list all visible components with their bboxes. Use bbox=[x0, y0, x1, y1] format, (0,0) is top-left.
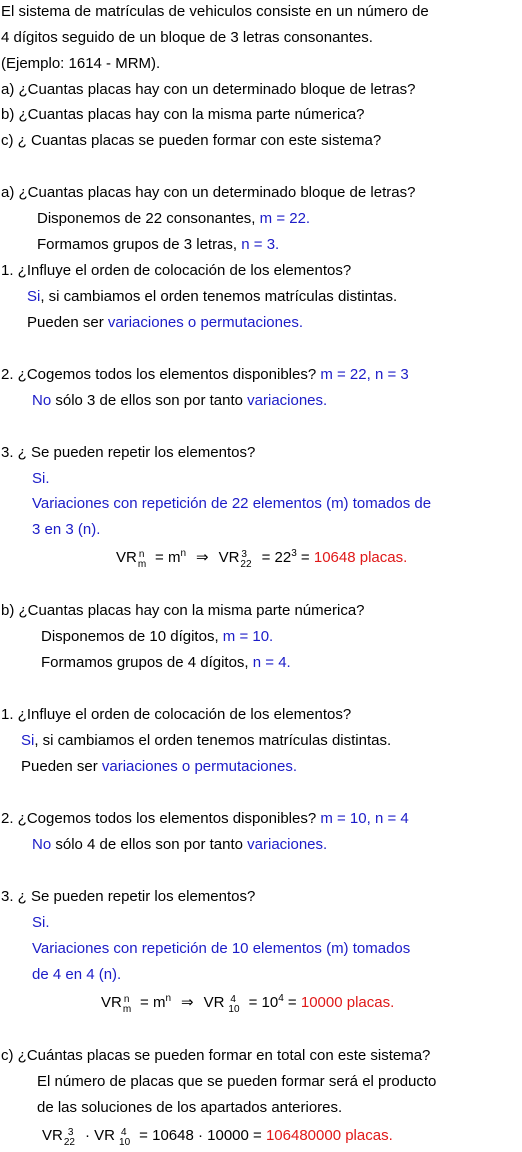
intro-line-1: El sistema de matrículas de vehiculos consiste en un número de bbox=[1, 3, 429, 20]
part-b-m-value: m = 10. bbox=[222, 628, 274, 645]
formula-m-subscript: m bbox=[137, 559, 147, 570]
part-b-a1 bbox=[21, 732, 391, 750]
part-a-a3-line-1: Variaciones con repetición de 22 elementos (m) tomados de bbox=[32, 495, 432, 512]
part-a-a1-si: Si bbox=[27, 288, 41, 305]
part-b-a2-no: No bbox=[32, 836, 52, 853]
formula-m-subscript: m bbox=[122, 1004, 132, 1015]
formula-equals-10: = 10 bbox=[244, 994, 279, 1011]
part-b-a2 bbox=[32, 836, 327, 854]
formula-vr-scripts bbox=[137, 549, 151, 570]
formula-vr-symbol: VR bbox=[101, 994, 122, 1011]
question-a: a) ¿Cuantas placas hay con un determinado bloque de letras? bbox=[1, 81, 416, 98]
part-a-formamos-text: Formamos grupos de 3 letras, bbox=[37, 236, 242, 253]
part-b-a1b bbox=[21, 758, 297, 776]
formula-equals-m: = m bbox=[150, 549, 181, 566]
formula-vr-scripts bbox=[122, 994, 136, 1015]
part-b-q2 bbox=[1, 810, 409, 828]
formula-vr-symbol-2: VR bbox=[218, 549, 240, 566]
part-a-q2 bbox=[1, 366, 409, 384]
formula-subscript-10: 10 bbox=[228, 1004, 240, 1015]
part-b-formamos bbox=[41, 654, 291, 672]
part-a-formamos bbox=[37, 236, 279, 254]
formula-exponent-4: 4 bbox=[278, 993, 284, 1004]
part-b-disponemos-text: Disponemos de 10 dígitos, bbox=[41, 628, 223, 645]
implies-arrow: ⇒ bbox=[181, 994, 194, 1011]
formula-equals-m: = m bbox=[135, 994, 166, 1011]
part-b-formamos-text: Formamos grupos de 4 dígitos, bbox=[41, 654, 253, 671]
part-a-a1-rest: , si cambiamos el orden tenemos matrículas distintas. bbox=[40, 288, 398, 305]
part-a-m-value: m = 22. bbox=[259, 210, 311, 227]
formula-exponent-n: n bbox=[165, 993, 171, 1004]
formula-exponent-n: n bbox=[180, 548, 186, 559]
part-c-formula bbox=[42, 1127, 393, 1148]
formula-n-superscript: n bbox=[123, 994, 130, 1005]
formula-vr-scripts-2 bbox=[224, 994, 244, 1015]
formula-subscript-22: 22 bbox=[63, 1137, 75, 1148]
question-c: c) ¿ Cuantas placas se pueden formar con este sistema? bbox=[1, 132, 382, 149]
part-b-a1-rest: , si cambiamos el orden tenemos matrículas distintas. bbox=[34, 732, 392, 749]
formula-superscript-3: 3 bbox=[241, 549, 247, 560]
part-a-a2 bbox=[32, 392, 327, 410]
part-b-a3-line-1: Variaciones con repetición de 10 elementos (m) tomados bbox=[32, 940, 411, 957]
part-b-a2-value: variaciones. bbox=[247, 836, 328, 853]
intro-line-2: 4 dígitos seguido de un bloque de 3 letras consonantes. bbox=[1, 29, 373, 46]
part-b-a2-text: sólo 4 de ellos son por tanto bbox=[51, 836, 248, 853]
intro-line-3: (Ejemplo: 1614 - MRM). bbox=[1, 55, 161, 72]
part-b-a1-si: Si bbox=[21, 732, 35, 749]
formula-equals-22: = 22 bbox=[257, 549, 292, 566]
part-a-a3-line-2: 3 en 3 (n). bbox=[32, 521, 101, 538]
part-a-a2-value: variaciones. bbox=[247, 392, 328, 409]
formula-equals: = bbox=[296, 549, 314, 566]
part-c-line-2: de las soluciones de los apartados anteriores. bbox=[37, 1099, 343, 1116]
part-b-q1: 1. ¿Influye el orden de colocación de los elementos? bbox=[1, 706, 352, 723]
question-b: b) ¿Cuantas placas hay con la misma parte númerica? bbox=[1, 106, 365, 123]
formula-subscript-10: 10 bbox=[119, 1137, 131, 1148]
formula-superscript-3: 3 bbox=[67, 1127, 74, 1138]
formula-superscript-4: 4 bbox=[121, 1127, 127, 1138]
formula-times-vr: · VR bbox=[80, 1127, 116, 1144]
part-b-a3-si: Si. bbox=[32, 914, 50, 931]
part-b-heading: b) ¿Cuantas placas hay con la misma parte númerica? bbox=[1, 602, 365, 619]
formula-vr-symbol-2: VR bbox=[203, 994, 225, 1011]
formula-vr-symbol: VR bbox=[116, 549, 137, 566]
part-a-n-value: n = 3. bbox=[241, 236, 280, 253]
part-a-a1b bbox=[27, 314, 303, 332]
formula-n-superscript: n bbox=[138, 549, 145, 560]
part-a-a1 bbox=[27, 288, 397, 306]
part-c-line-1: El número de placas que se pueden formar será el producto bbox=[37, 1073, 437, 1090]
part-a-a2-text: sólo 3 de ellos son por tanto bbox=[51, 392, 248, 409]
part-b-a1b-value: variaciones o permutaciones. bbox=[101, 758, 297, 775]
part-a-result: 10648 placas. bbox=[313, 549, 408, 566]
part-b-result: 10000 placas. bbox=[300, 994, 395, 1011]
formula-vr-scripts bbox=[63, 1127, 81, 1148]
formula-vr-symbol: VR bbox=[42, 1127, 63, 1144]
formula-product: = 10648 · 10000 = bbox=[135, 1127, 266, 1144]
part-b-a3-line-2: de 4 en 4 (n). bbox=[32, 966, 122, 983]
formula-vr-scripts-2 bbox=[239, 549, 257, 570]
formula-superscript-4: 4 bbox=[230, 994, 236, 1005]
part-a-q3: 3. ¿ Se pueden repetir los elementos? bbox=[1, 444, 256, 461]
part-a-q2-text: 2. ¿Cogemos todos los elementos disponibles? bbox=[1, 366, 321, 383]
part-a-heading: a) ¿Cuantas placas hay con un determinado bloque de letras? bbox=[1, 184, 416, 201]
part-b-disponemos bbox=[41, 628, 273, 646]
part-a-q2-value: m = 22, n = 3 bbox=[320, 366, 409, 383]
part-a-a2-no: No bbox=[32, 392, 52, 409]
part-b-q2-value: m = 10, n = 4 bbox=[320, 810, 409, 827]
implies-arrow: ⇒ bbox=[196, 549, 209, 566]
part-c-heading: c) ¿Cuántas placas se pueden formar en total con este sistema? bbox=[1, 1047, 431, 1064]
part-c-result: 106480000 placas. bbox=[265, 1127, 393, 1144]
part-b-a1b-text: Pueden ser bbox=[21, 758, 102, 775]
part-a-a3-si: Si. bbox=[32, 470, 50, 487]
part-b-formula bbox=[101, 993, 395, 1015]
part-b-q3: 3. ¿ Se pueden repetir los elementos? bbox=[1, 888, 256, 905]
part-a-disponemos bbox=[37, 210, 310, 228]
formula-exponent-3: 3 bbox=[291, 548, 297, 559]
formula-vr-scripts-2 bbox=[115, 1127, 135, 1148]
part-b-n-value: n = 4. bbox=[252, 654, 291, 671]
part-a-a1b-value: variaciones o permutaciones. bbox=[107, 314, 303, 331]
part-b-q2-text: 2. ¿Cogemos todos los elementos disponibles? bbox=[1, 810, 321, 827]
part-a-q1: 1. ¿Influye el orden de colocación de los elementos? bbox=[1, 262, 352, 279]
part-a-disponemos-text: Disponemos de 22 consonantes, bbox=[37, 210, 260, 227]
formula-equals: = bbox=[283, 994, 301, 1011]
part-a-a1b-text: Pueden ser bbox=[27, 314, 108, 331]
part-a-formula bbox=[116, 548, 408, 570]
formula-subscript-22: 22 bbox=[240, 559, 252, 570]
